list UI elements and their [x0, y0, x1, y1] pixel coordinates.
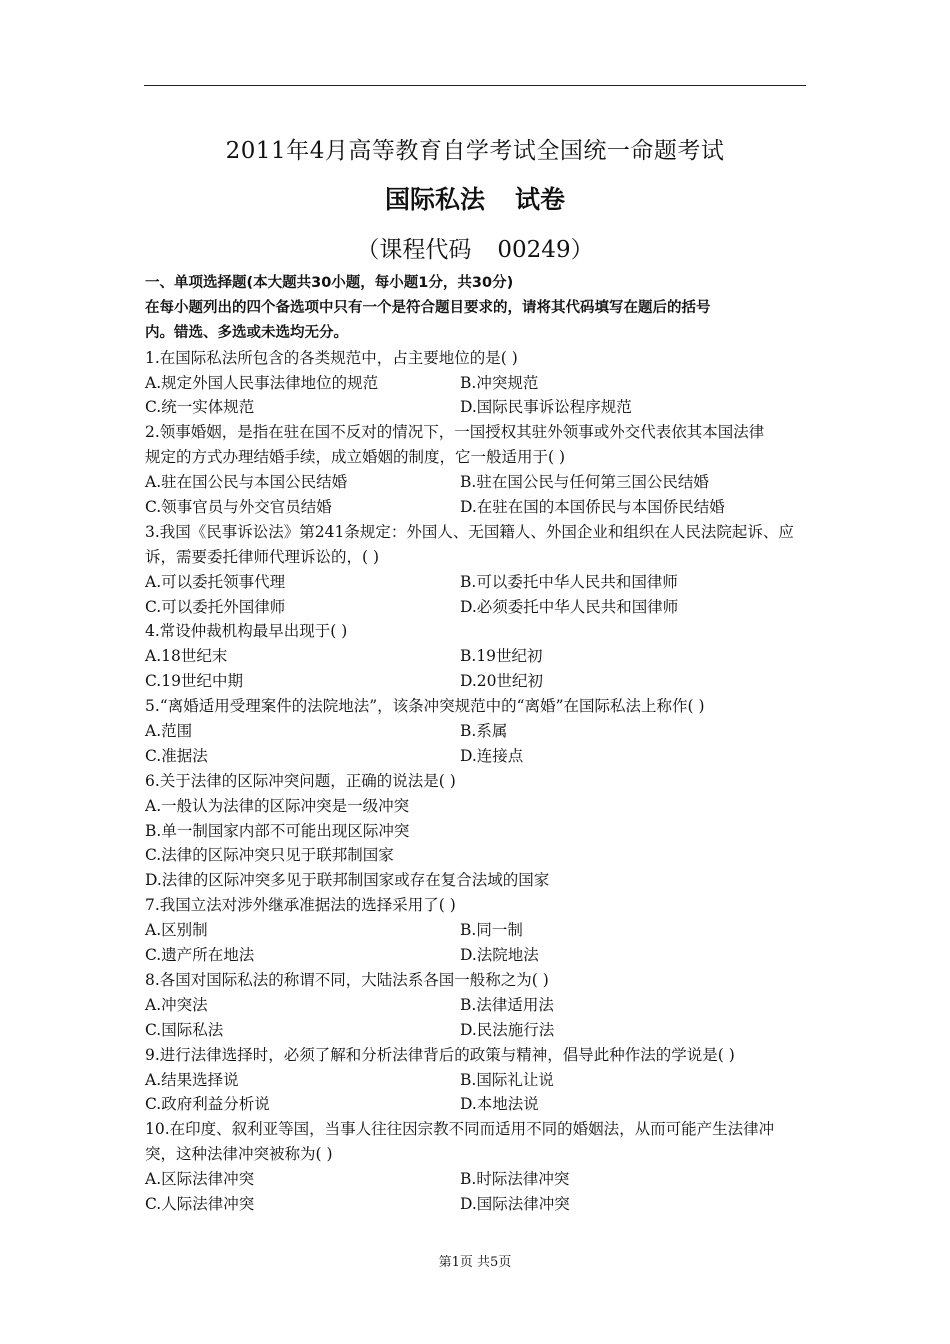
- answer-option: B.时际法律冲突: [460, 1170, 570, 1189]
- question-text-line: B.单一制国家内部不可能出现区际冲突: [145, 821, 410, 840]
- answer-option: B.系属: [460, 722, 508, 741]
- option-row: [145, 1068, 810, 1093]
- answer-option: D.在驻在国的本国侨民与本国侨民结婚: [460, 498, 725, 517]
- option-row: [145, 1092, 810, 1117]
- question-stem: 7.我国立法对涉外继承准据法的选择采用了( ): [145, 896, 456, 915]
- answer-option: C.遗产所在地法: [145, 946, 255, 965]
- question-3: [145, 520, 810, 620]
- question-stem: 6.关于法律的区际冲突问题，正确的说法是( ): [145, 771, 456, 790]
- option-row: [145, 669, 810, 694]
- answer-option: B.法律适用法: [460, 995, 554, 1014]
- question-7: [145, 893, 810, 968]
- course-code-label: （课程代码: [356, 237, 472, 263]
- question-text-line: 突，这种法律冲突被称为( ): [145, 1145, 333, 1164]
- answer-option: D.法院地法: [460, 946, 539, 965]
- question-1: [145, 346, 810, 421]
- question-8: [145, 968, 810, 1043]
- option-row: [145, 744, 810, 769]
- answer-option: C.统一实体规范: [145, 398, 255, 417]
- answer-option: D.民法施行法: [460, 1020, 555, 1039]
- question-4: [145, 619, 810, 694]
- answer-option: D.20世纪初: [460, 672, 544, 691]
- answer-option: C.可以委托外国律师: [145, 597, 286, 616]
- option-row: [145, 1167, 810, 1192]
- section-instruction-line: 内。错选、多选或未选均无分。: [145, 324, 348, 341]
- answer-option: A.可以委托领事代理: [145, 572, 286, 591]
- question-10: [145, 1117, 810, 1217]
- option-row: [145, 644, 810, 669]
- option-row: [145, 470, 810, 495]
- answer-option: D.连接点: [460, 746, 524, 765]
- question-text-line: 规定的方式办理结婚手续，成立婚姻的制度，它一般适用于( ): [145, 448, 566, 467]
- answer-option: A.范围: [145, 722, 193, 741]
- answer-option: B.19世纪初: [460, 647, 543, 666]
- answer-option: A.区别制: [145, 921, 208, 940]
- option-row: [145, 1192, 810, 1217]
- header-rule: [144, 85, 806, 86]
- question-list: [145, 346, 810, 1217]
- question-stem: 9.进行法律选择时，必须了解和分析法律背后的政策与精神，倡导此种作法的学说是( ): [145, 1045, 735, 1064]
- page-footer: 第1页 共5页: [438, 1255, 512, 1270]
- question-text-line: D.法律的区际冲突多见于联邦制国家或存在复合法域的国家: [145, 871, 550, 890]
- answer-option: A.结果选择说: [145, 1070, 239, 1089]
- paper-label: 试卷: [515, 185, 566, 214]
- option-row: [145, 993, 810, 1018]
- answer-option: C.国际私法: [145, 1020, 224, 1039]
- option-row: [145, 371, 810, 396]
- option-row: [145, 1018, 810, 1043]
- answer-option: C.准据法: [145, 746, 208, 765]
- answer-option: C.19世纪中期: [145, 672, 243, 691]
- answer-option: B.同一制: [460, 921, 523, 940]
- answer-option: A.规定外国人民事法律地位的规范: [145, 373, 379, 392]
- question-stem: 10.在印度、叙利亚等国，当事人往往因宗教不同而适用不同的婚姻法，从而可能产生法律冲: [145, 1120, 775, 1139]
- answer-option: B.国际礼让说: [460, 1070, 554, 1089]
- answer-option: A.冲突法: [145, 995, 208, 1014]
- answer-option: C.人际法律冲突: [145, 1194, 255, 1213]
- question-stem: 8.各国对国际私法的称谓不同，大陆法系各国一般称之为( ): [145, 970, 549, 989]
- question-stem: 4.常设仲裁机构最早出现于( ): [145, 622, 348, 641]
- answer-option: A.驻在国公民与本国公民结婚: [145, 473, 348, 492]
- option-row: [145, 570, 810, 595]
- answer-option: D.国际民事诉讼程序规范: [460, 398, 632, 417]
- option-row: [145, 495, 810, 520]
- answer-option: A.区际法律冲突: [145, 1170, 255, 1189]
- question-stem: 2.领事婚姻，是指在驻在国不反对的情况下，一国授权其驻外领事或外交代表依其本国法律: [145, 423, 765, 442]
- answer-option: B.可以委托中华人民共和国律师: [460, 572, 678, 591]
- section-instruction-line: 在每小题列出的四个备选项中只有一个是符合题目要求的，请将其代码填写在题后的括号: [145, 299, 711, 316]
- answer-option: D.国际法律冲突: [460, 1194, 570, 1213]
- question-2: [145, 420, 810, 520]
- course-code: [0, 231, 950, 264]
- section-heading: 一、单项选择题(本大题共30小题，每小题1分，共30分): [145, 275, 514, 291]
- question-stem: 5.“离婚适用受理案件的法院地法”，该条冲突规范中的“离婚”在国际私法上称作( ): [145, 697, 705, 716]
- answer-option: C.领事官员与外交官员结婚: [145, 498, 332, 517]
- option-row: [145, 943, 810, 968]
- option-row: [145, 719, 810, 744]
- subject-name: 国际私法: [384, 185, 485, 214]
- exam-title: 2011年4月高等教育自学考试全国统一命题考试: [225, 138, 725, 164]
- question-9: [145, 1043, 810, 1118]
- option-row: [145, 595, 810, 620]
- question-stem: 3.我国《民事诉讼法》第241条规定：外国人、无国籍人、外国企业和组织在人民法院起诉、应: [145, 522, 794, 541]
- question-5: [145, 694, 810, 769]
- subject-title: [0, 180, 950, 216]
- answer-option: D.本地法说: [460, 1095, 539, 1114]
- question-text-line: C.法律的区际冲突只见于联邦制国家: [145, 846, 394, 865]
- option-row: [145, 918, 810, 943]
- question-text-line: A.一般认为法律的区际冲突是一级冲突: [145, 796, 410, 815]
- course-code-value: 00249）: [497, 237, 594, 263]
- answer-option: D.必须委托中华人民共和国律师: [460, 597, 679, 616]
- answer-option: A.18世纪末: [145, 647, 228, 666]
- question-text-line: 诉，需要委托律师代理诉讼的，( ): [145, 547, 380, 566]
- question-stem: 1.在国际私法所包含的各类规范中，占主要地位的是( ): [145, 348, 518, 367]
- question-6: [145, 769, 810, 893]
- answer-option: B.驻在国公民与任何第三国公民结婚: [460, 473, 709, 492]
- answer-option: B.冲突规范: [460, 373, 539, 392]
- question-section: [145, 271, 810, 1217]
- answer-option: C.政府利益分析说: [145, 1095, 270, 1114]
- option-row: [145, 395, 810, 420]
